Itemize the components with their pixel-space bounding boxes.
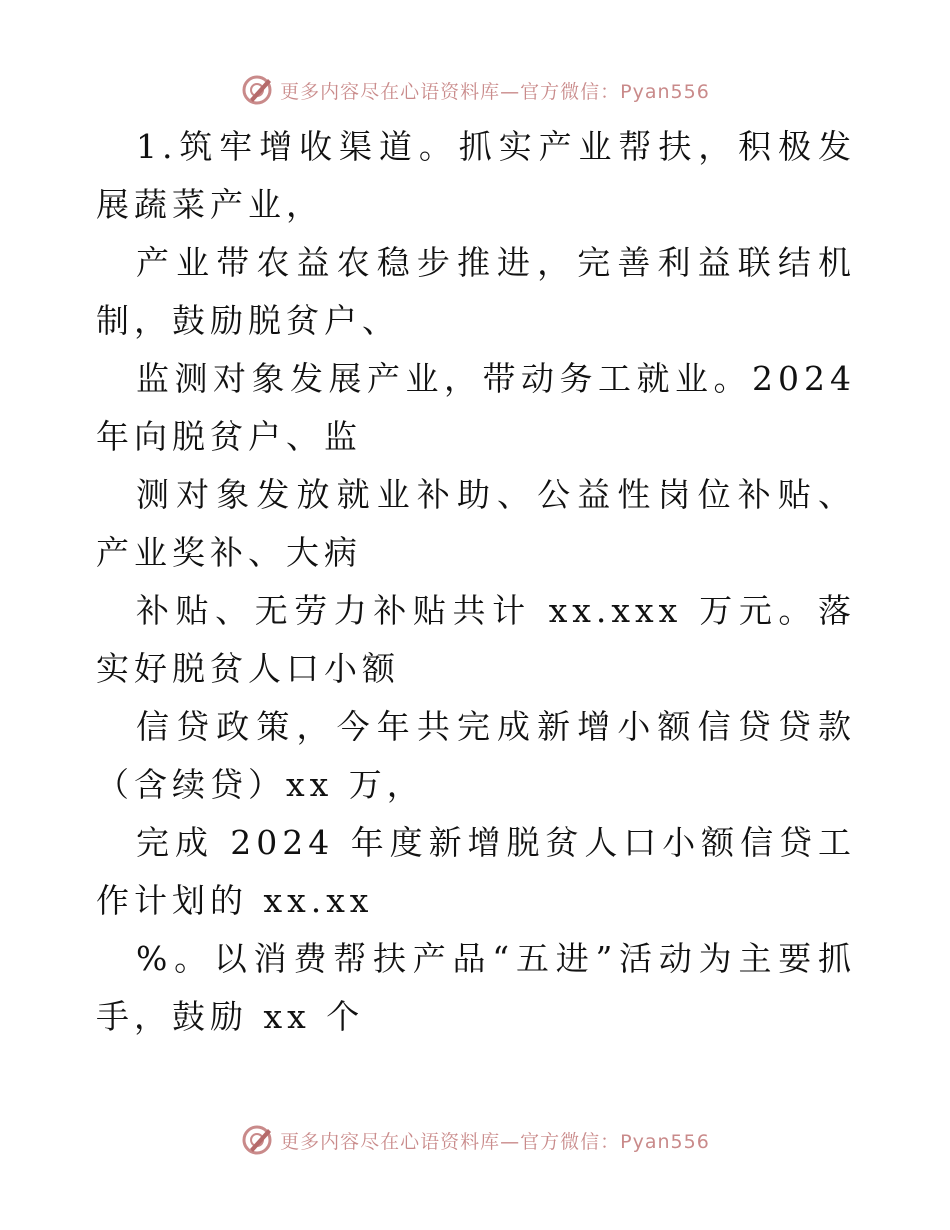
paragraph: 信贷政策，今年共完成新增小额信贷贷款（含续贷）xx 万，: [96, 707, 856, 804]
pen-circle-logo-icon: [240, 1123, 274, 1157]
paragraph: 监测对象发展产业，带动务工就业。2024 年向脱贫户、监: [96, 359, 856, 456]
paragraph: %。以消费帮扶产品“五进”活动为主要抓手，鼓励 xx 个: [96, 939, 856, 1036]
document-body: [96, 118, 856, 1046]
header-banner: [0, 70, 950, 110]
footer-banner-text: 更多内容尽在心语资料库—官方微信：Pyan556: [280, 1130, 710, 1153]
paragraph: 1.筑牢增收渠道。抓实产业帮扶，积极发展蔬菜产业，: [96, 127, 856, 224]
pen-circle-logo-icon: [240, 73, 274, 107]
paragraph: 产业带农益农稳步推进，完善利益联结机制，鼓励脱贫户、: [96, 243, 856, 340]
paragraph: 补贴、无劳力补贴共计 xx.xxx 万元。落实好脱贫人口小额: [96, 591, 856, 688]
header-banner-text: 更多内容尽在心语资料库—官方微信：Pyan556: [280, 80, 710, 103]
footer-banner: [0, 1120, 950, 1160]
paragraph: 测对象发放就业补助、公益性岗位补贴、产业奖补、大病: [96, 475, 856, 572]
paragraph: 完成 2024 年度新增脱贫人口小额信贷工作计划的 xx.xx: [96, 823, 856, 920]
